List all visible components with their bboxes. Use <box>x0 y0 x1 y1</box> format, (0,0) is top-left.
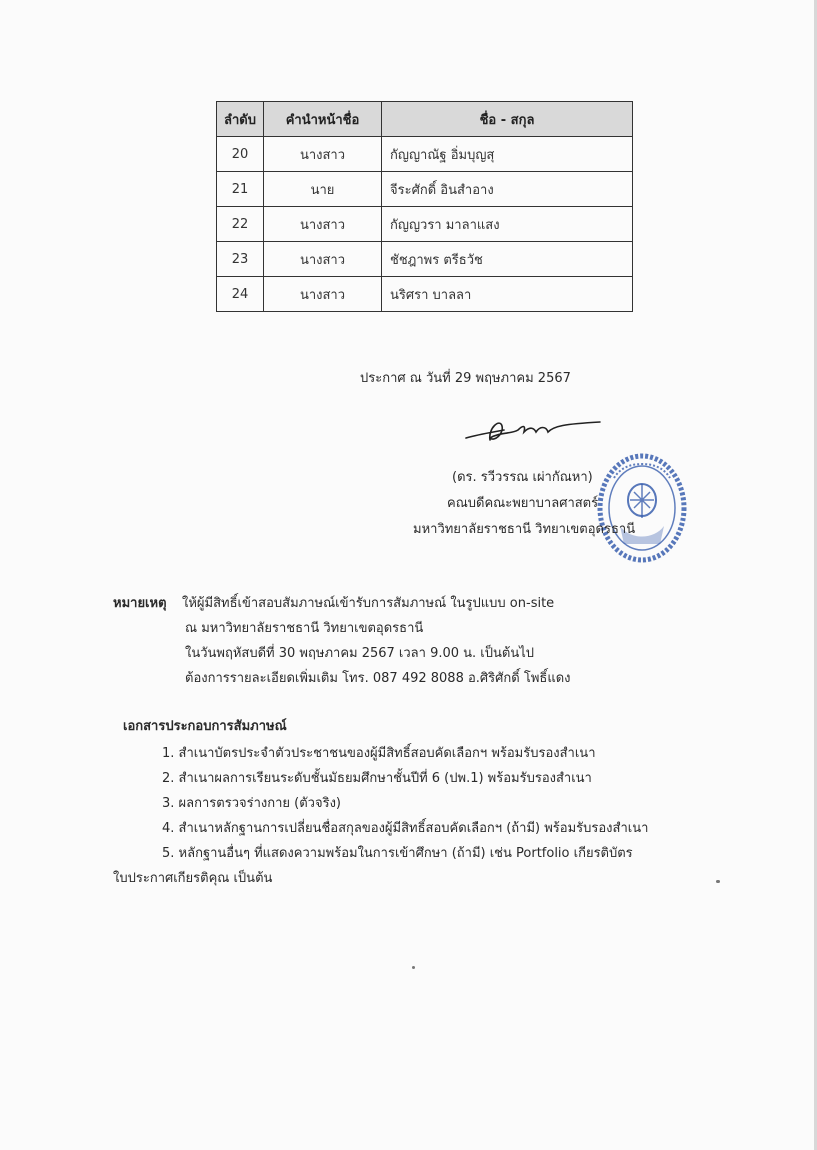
university-seal <box>590 448 688 566</box>
documents-heading: เอกสารประกอบการสัมภาษณ์ <box>123 719 287 734</box>
document-item: 3. ผลการตรวจร่างกาย (ตัวจริง) <box>162 796 341 811</box>
note-line-1: ให้ผู้มีสิทธิ์เข้าสอบสัมภาษณ์เข้ารับการสัมภาษณ์ ในรูปแบบ on-site <box>182 596 555 611</box>
row-title: นางสาว <box>264 277 382 312</box>
row-title: นางสาว <box>264 242 382 277</box>
document-item: 5. หลักฐานอื่นๆ ที่แสดงความพร้อมในการเข้าศึกษา (ถ้ามี) เช่น Portfolio เกียรติบัตร <box>162 846 633 861</box>
table-row <box>217 242 633 277</box>
table-row <box>217 137 633 172</box>
row-title: นางสาว <box>264 207 382 242</box>
row-name: กัญญวรา มาลาแสง <box>382 207 633 242</box>
row-number: 20 <box>217 137 264 172</box>
announcement-date: ประกาศ ณ วันที่ 29 พฤษภาคม 2567 <box>360 371 571 386</box>
document-item: 2. สำเนาผลการเรียนระดับชั้นมัธยมศึกษาชั้นปีที่ 6 (ปพ.1) พร้อมรับรองสำเนา <box>162 771 592 786</box>
header-fullname: ชื่อ - สกุล <box>382 102 633 137</box>
signatory-position: คณบดีคณะพยาบาลศาสตร์ <box>447 496 599 511</box>
row-name: นริศรา บาลลา <box>382 277 633 312</box>
signatory-name: (ดร. รวีวรรณ เผ่ากัณหา) <box>452 470 593 485</box>
row-number: 23 <box>217 242 264 277</box>
scan-speck <box>412 966 415 969</box>
signatory-organization: มหาวิทยาลัยราชธานี วิทยาเขตอุดรธานี <box>413 522 636 537</box>
row-title: นาย <box>264 172 382 207</box>
row-name: จีระศักดิ์ อินสำอาง <box>382 172 633 207</box>
note-line-4: ต้องการรายละเอียดเพิ่มเติม โทร. 087 492 8088 อ.ศิริศักดิ์ โพธิ์แดง <box>185 671 571 686</box>
note-line-2: ณ มหาวิทยาลัยราชธานี วิทยาเขตอุดรธานี <box>185 621 424 636</box>
document-item: 4. สำเนาหลักฐานการเปลี่ยนชื่อสกุลของผู้มีสิทธิ์สอบคัดเลือกฯ (ถ้ามี) พร้อมรับรองสำเนา <box>162 821 649 836</box>
table-row <box>217 172 633 207</box>
table-header-row <box>217 102 633 137</box>
table-row <box>217 207 633 242</box>
table-row <box>217 277 633 312</box>
header-order: ลำดับ <box>217 102 264 137</box>
document-item-continuation: ใบประกาศเกียรติคุณ เป็นต้น <box>113 871 273 886</box>
candidate-table <box>216 101 633 312</box>
note-label: หมายเหตุ <box>113 596 167 611</box>
note-line-3: ในวันพฤหัสบดีที่ 30 พฤษภาคม 2567 เวลา 9.00 น. เป็นต้นไป <box>185 646 535 661</box>
row-number: 21 <box>217 172 264 207</box>
signature-mark <box>460 412 610 452</box>
row-title: นางสาว <box>264 137 382 172</box>
row-number: 24 <box>217 277 264 312</box>
document-item: 1. สำเนาบัตรประจำตัวประชาชนของผู้มีสิทธิ์สอบคัดเลือกฯ พร้อมรับรองสำเนา <box>162 746 596 761</box>
scan-speck <box>716 880 720 883</box>
row-number: 22 <box>217 207 264 242</box>
header-title: คำนำหน้าชื่อ <box>264 102 382 137</box>
row-name: ชัชฎาพร ตรีธวัช <box>382 242 633 277</box>
row-name: กัญญาณัฐ อิ่มบุญสุ <box>382 137 633 172</box>
